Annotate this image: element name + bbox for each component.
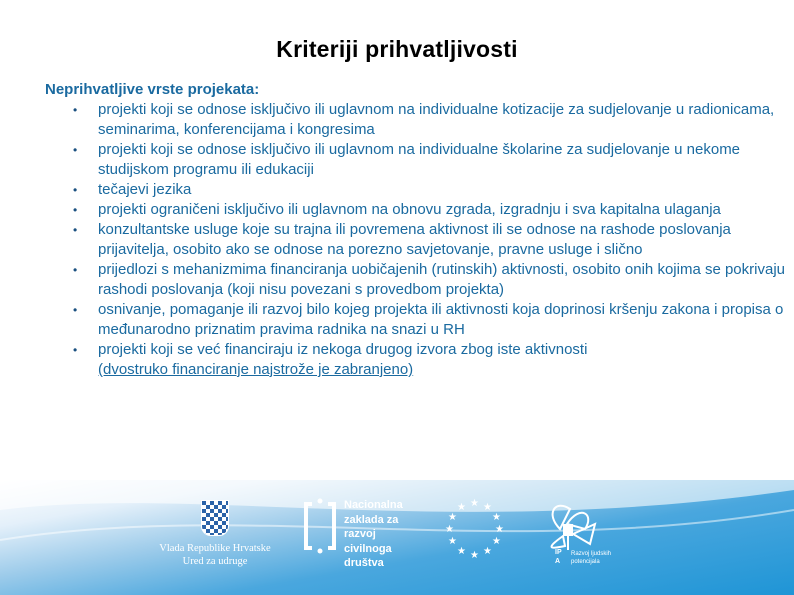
item-text: projekti koji se već financiraju iz nekoga drugog izvora zbog iste aktivnosti [98, 341, 588, 358]
list-item [45, 180, 785, 200]
list-item [45, 200, 785, 220]
bullet-icon: • [73, 343, 78, 357]
bullet-icon: • [73, 103, 78, 117]
item-text: projekti koji se odnose isključivo ili uglavnom na individualne kotizacije za sudjelovanje u radionicama, seminarima, konferencijama i kongresima [98, 101, 775, 138]
item-text: projekti ograničeni isključivo ili uglavnom na obnovu zgrada, izgradnju i sva kapitalna ulaganja [98, 201, 721, 218]
national-foundation-logo [302, 494, 432, 584]
list-item [45, 260, 785, 300]
croatian-coat-of-arms-icon [201, 500, 229, 536]
bullet-icon: • [73, 263, 78, 277]
bullet-icon: • [73, 143, 78, 157]
section-heading: Neprihvatljive vrste projekata: [45, 81, 260, 98]
bullet-icon: • [73, 223, 78, 237]
item-text: projekti koji se odnose isključivo ili uglavnom na individualne školarine za sudjelovanje u nekome studijskom programu ili edukaciji [98, 141, 741, 178]
list-item [45, 340, 785, 380]
bullet-list [45, 100, 785, 380]
list-item [45, 300, 785, 340]
gov-line2: Ured za udruge [182, 556, 248, 567]
item-text: osnivanje, pomaganje ili razvoj bilo kojeg projekta ili aktivnosti koja doprinosi kršenju zakona i propisa o međunarodno priznatim pravima radnika na snazi u RH [98, 301, 784, 338]
slide-title: Kriteriji prihvatljivosti [276, 36, 518, 62]
gov-line1: Vlada Republike Hrvatske [159, 543, 271, 554]
bullet-icon: • [73, 203, 78, 217]
bracket-icon [302, 498, 338, 554]
double-funding-note: (dvostruko financiranje najstrože je zabranjeno) [98, 361, 414, 378]
ipa-letters: IPA [555, 549, 562, 565]
item-text: tečajevi jezika [98, 181, 192, 198]
criteria-content [45, 80, 785, 380]
ipa-logo [535, 494, 625, 584]
bullet-icon: • [73, 183, 78, 197]
footer-banner [0, 480, 794, 595]
government-logo [150, 500, 280, 568]
eu-stars-icon: ★ ★ ★ ★ ★ ★ ★ ★ ★ ★ ★ ★ [445, 498, 504, 561]
bullet-icon: • [73, 303, 78, 317]
list-item [45, 140, 785, 180]
list-item [45, 100, 785, 140]
list-item [45, 220, 785, 260]
pinwheel-icon [535, 494, 615, 550]
ipa-text: Razvoj ljudskih potencijala [571, 551, 612, 565]
item-text: konzultantske usluge koje su trajna ili povremena aktivnost ili se odnose na rashode poslovanja prijavitelja, osobito ako se odnose na porezno savjetovanje, pravne usluge i slično [98, 221, 731, 258]
item-text: prijedlozi s mehanizmima financiranja uobičajenih (rutinskih) aktivnosti, osobito onih kojima se pokrivaju rashodi poslovanja (koji nisu povezani s provedbom projekta) [98, 261, 785, 298]
nz-text: Nacionalna zaklada za razvoj civilnoga društva [344, 499, 403, 569]
